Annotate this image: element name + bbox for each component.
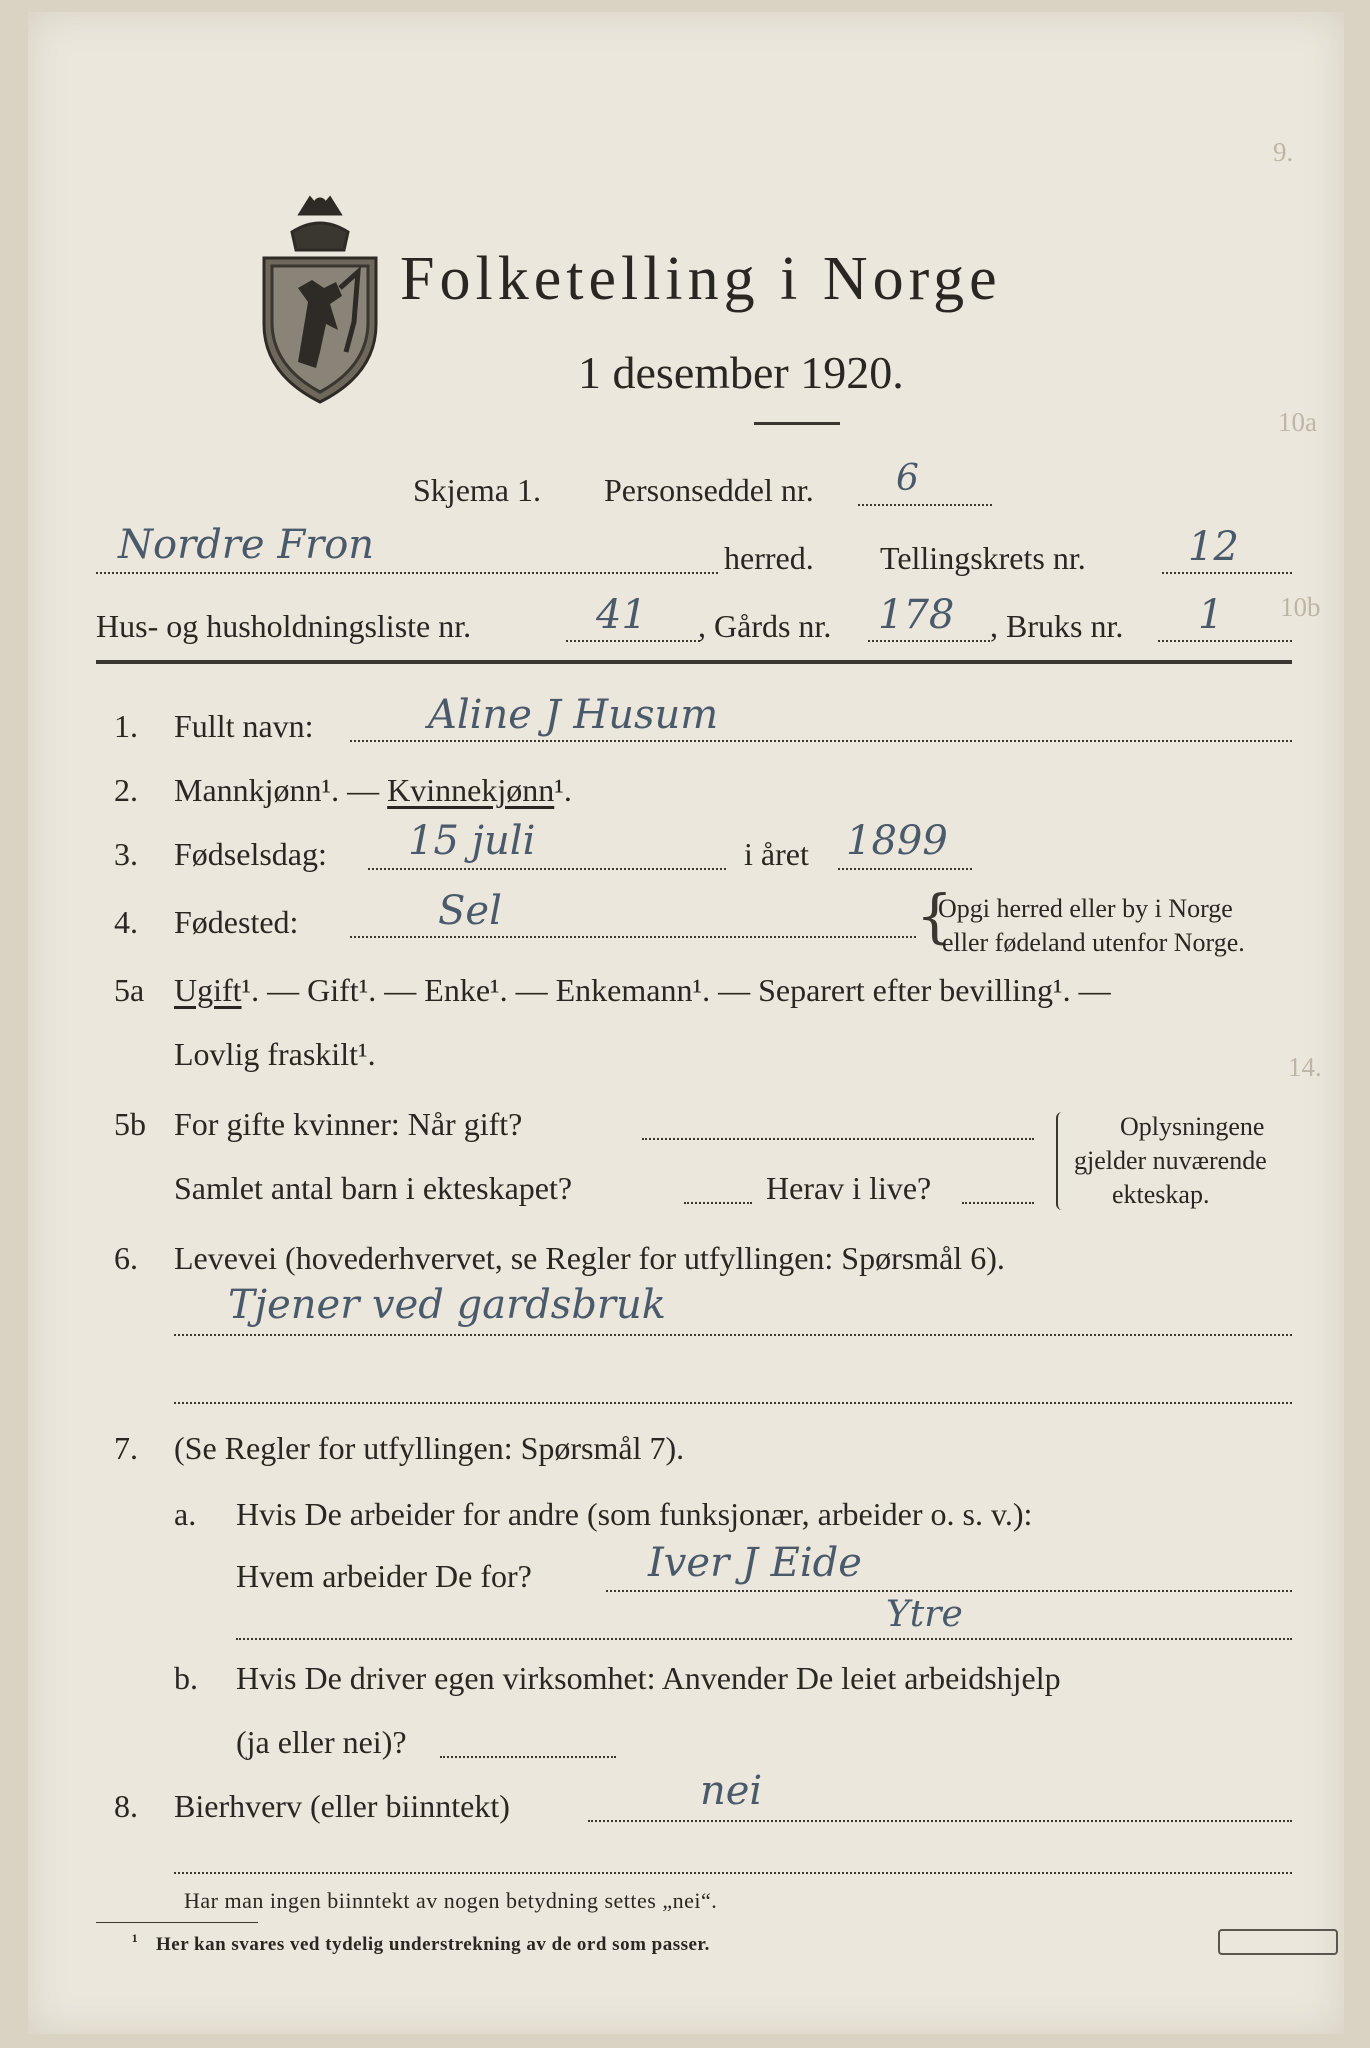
personseddel-label: Personseddel nr. xyxy=(604,472,814,508)
herred-label: herred. xyxy=(724,540,814,576)
q2-footnote-ref: ¹. xyxy=(554,772,572,808)
q6-field-line1 xyxy=(174,1334,1292,1336)
q5b-when-married-label: For gifte kvinner: Når gift? xyxy=(174,1106,523,1142)
birthday-value: 15 juli xyxy=(408,818,536,864)
ugift-option: Ugift xyxy=(174,972,242,1008)
bleed-through-mark: 10b xyxy=(1280,592,1321,622)
q3-number: 3. xyxy=(114,836,138,872)
q7b-question: (ja eller nei)? xyxy=(236,1724,407,1760)
q5b-children-label: Samlet antal barn i ekteskapet? xyxy=(174,1170,573,1206)
side-income-value: nei xyxy=(700,1768,763,1814)
q3-label: Fødselsdag: xyxy=(174,836,327,872)
q4-number: 4. xyxy=(114,904,138,940)
q5a-options xyxy=(174,972,1111,1009)
bruks-label: , Bruks nr. xyxy=(990,608,1124,644)
birthplace-value: Sel xyxy=(438,888,502,934)
q5b-note-line1: Oplysningene xyxy=(1120,1112,1265,1141)
q1-field-line xyxy=(350,740,1292,742)
census-form-page xyxy=(28,12,1344,2034)
q5a-other-options: ¹. — Gift¹. — Enke¹. — Enkemann¹. — Separert efter bevilling¹. — xyxy=(241,972,1111,1008)
q7a-field-line1 xyxy=(606,1590,1292,1592)
personseddel-value: 6 xyxy=(896,458,919,499)
q7a-field-line2 xyxy=(236,1638,1292,1640)
q4-field-line xyxy=(350,936,916,938)
q7-number: 7. xyxy=(114,1430,138,1466)
q5b-note-bracket xyxy=(1056,1112,1062,1210)
q7a-question: Hvem arbeider De for? xyxy=(236,1558,532,1594)
skjema-label: Skjema 1. xyxy=(413,472,541,508)
personseddel-field-line xyxy=(858,504,992,506)
title-divider xyxy=(754,422,840,425)
tellingskrets-field-line xyxy=(1162,572,1292,574)
gards-label: , Gårds nr. xyxy=(698,608,832,644)
q5a-number: 5a xyxy=(114,972,145,1008)
gards-value: 178 xyxy=(878,592,955,638)
q4-note-line1: Opgi herred eller by i Norge xyxy=(938,894,1233,923)
q2-number: 2. xyxy=(114,772,138,808)
q5b-number: 5b xyxy=(114,1106,146,1142)
bruks-value: 1 xyxy=(1198,592,1224,638)
q6-field-line2 xyxy=(174,1402,1292,1404)
q4-note-line2: eller fødeland utenfor Norge. xyxy=(942,928,1245,957)
bleed-through-mark: 9. xyxy=(1273,137,1294,167)
year-field-line xyxy=(838,868,972,870)
q4-label: Fødested: xyxy=(174,904,299,940)
q1-label: Fullt navn: xyxy=(174,708,314,744)
q5b-when-field-line xyxy=(642,1138,1034,1140)
hus-field-line xyxy=(566,640,700,642)
q8-number: 8. xyxy=(114,1788,138,1824)
q5b-alive-field-line xyxy=(962,1202,1034,1204)
mannkjonn-option: Mannkjønn¹. xyxy=(174,772,340,808)
q7b-text: Hvis De driver egen virksomhet: Anvender De leiet arbeidshjelp xyxy=(236,1660,1061,1696)
birth-year-value: 1899 xyxy=(846,818,948,864)
q5b-children-field-line xyxy=(684,1202,752,1204)
q4-note-brace: { xyxy=(916,882,953,950)
q7b-field-line xyxy=(440,1756,616,1758)
kvinnekjonn-option: Kvinnekjønn xyxy=(387,772,555,808)
gards-field-line xyxy=(868,640,990,642)
tellingskrets-value: 12 xyxy=(1188,524,1239,570)
bleed-through-mark: 14. xyxy=(1288,1052,1322,1082)
q6-number: 6. xyxy=(114,1240,138,1276)
q8-field-line2 xyxy=(174,1872,1292,1874)
herred-value: Nordre Fron xyxy=(118,522,375,568)
herred-field-line xyxy=(96,572,718,574)
year-label: i året xyxy=(744,836,809,872)
q7a-letter: a. xyxy=(174,1496,197,1532)
q3-field-line xyxy=(368,868,726,870)
hus-label: Hus- og husholdningsliste nr. xyxy=(96,608,472,644)
bleed-through-mark: 10a xyxy=(1278,407,1317,437)
q7b-letter: b. xyxy=(174,1660,198,1696)
hus-value: 41 xyxy=(596,592,647,638)
occupation-value: Tjener ved gardsbruk xyxy=(228,1282,667,1328)
employer-value-line2: Ytre xyxy=(886,1594,963,1635)
q5b-note-line3: ekteskap. xyxy=(1112,1180,1210,1209)
q5b-alive-label: Herav i live? xyxy=(766,1170,932,1206)
q8-label: Bierhverv (eller biinntekt) xyxy=(174,1788,510,1824)
q6-label: Levevei (hovederhvervet, se Regler for utfyllingen: Spørsmål 6). xyxy=(174,1240,1005,1276)
q2-dash: — xyxy=(347,772,380,808)
tellingskrets-label: Tellingskrets nr. xyxy=(880,540,1086,576)
q1-number: 1. xyxy=(114,708,138,744)
header-separator xyxy=(96,660,1292,664)
footer-note: Har man ingen biinntekt av nogen betydning settes „nei“. xyxy=(184,1888,718,1913)
q7-label: (Se Regler for utfyllingen: Spørsmål 7). xyxy=(174,1430,685,1466)
form-title: Folketelling i Norge xyxy=(400,245,1002,313)
footnote-divider xyxy=(96,1922,258,1923)
printer-stamp xyxy=(1218,1929,1338,1955)
bruks-field-line xyxy=(1158,640,1292,642)
norwegian-coat-of-arms-icon xyxy=(254,192,386,407)
employer-value: Iver J Eide xyxy=(648,1540,862,1586)
footnote-text: Her kan svares ved tydelig understrekning av de ord som passer. xyxy=(156,1934,710,1955)
footnote-mark: ¹ xyxy=(132,1931,139,1952)
full-name-value: Aline J Husum xyxy=(428,692,719,738)
q5a-line2: Lovlig fraskilt¹. xyxy=(174,1036,376,1072)
q5b-note-line2: gjelder nuværende xyxy=(1074,1146,1267,1175)
q8-field-line1 xyxy=(588,1820,1292,1822)
q2-options xyxy=(174,772,572,809)
q7a-text: Hvis De arbeider for andre (som funksjonær, arbeider o. s. v.): xyxy=(236,1496,1033,1532)
census-date: 1 desember 1920. xyxy=(578,347,904,398)
